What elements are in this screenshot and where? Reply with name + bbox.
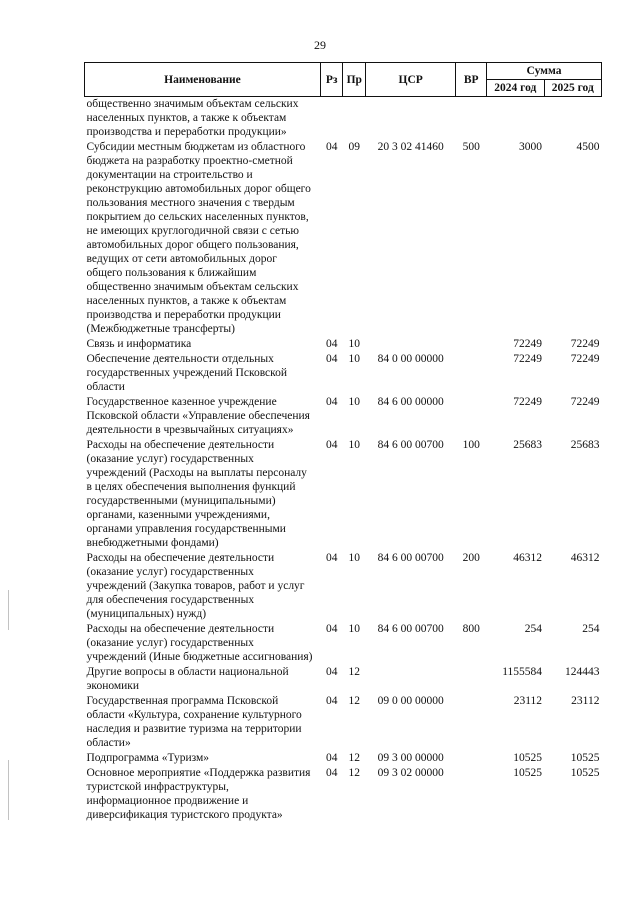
table-row [85, 665, 602, 694]
row-sum-2025: 72249 [570, 338, 600, 350]
header-year-2024: 2024 год [487, 80, 544, 97]
table-row [85, 395, 602, 438]
row-pr: 12 [348, 767, 361, 779]
row-vr [456, 352, 487, 395]
row-sum-2025: 124443 [565, 666, 600, 678]
row-rz: 04 [325, 752, 338, 764]
row-name: Государственная программа Псковской области «Культура, сохранение культурного наследия и развитие туризма на территории области» [86, 695, 302, 749]
row-vr [456, 395, 487, 438]
row-sum-2025: 23112 [571, 695, 600, 707]
table-row [85, 622, 602, 665]
row-name: Связь и информатика [86, 338, 192, 350]
table-row [85, 352, 602, 395]
scan-artifact [8, 590, 9, 630]
row-csr: 84 6 00 00000 [377, 396, 444, 408]
row-csr: 20 3 02 41460 [377, 141, 444, 153]
row-sum-2024: 46312 [513, 552, 543, 564]
row-sum-2024: 72249 [513, 353, 543, 365]
row-name: Расходы на обеспечение деятельности (оказание услуг) государственных учреждений (Расходы на выплаты персоналу в целях обеспечения выполнения функций государственными (муниципальными) органами, казенными учреждениями, органами управления государственными внебюджетными фондами) [86, 439, 307, 549]
table-row [85, 766, 602, 823]
row-pr: 10 [348, 623, 361, 635]
row-vr [456, 665, 487, 694]
row-name: Обеспечение деятельности отдельных государственных учреждений Псковской области [86, 353, 288, 393]
row-vr [456, 97, 487, 141]
row-pr: 10 [348, 439, 361, 451]
row-csr [366, 97, 456, 141]
header-vr: ВР [456, 63, 487, 97]
row-pr: 10 [348, 552, 361, 564]
row-pr: 10 [348, 353, 361, 365]
row-name: Субсидии местным бюджетам из областного бюджета на разработку проектно-сметной документации на строительство и реконструкцию автомобильных дорог общего пользования местного значения с твердым покрытием до сельских населенных пунктов, не имеющих круглогодичной связи с сетью автомобильных дорог общего пользования, ведущих от сети автомобильных дорог общего пользования к ближайшим общественно значимым объектам сельских населенных пунктов, а также к объектам производства и переработки продукции (Межбюджетные трансферты) [86, 141, 311, 335]
row-name: Другие вопросы в области национальной экономики [86, 666, 289, 692]
table-row [85, 337, 602, 352]
row-sum-2025: 72249 [570, 353, 600, 365]
row-sum-2025 [544, 97, 601, 141]
row-rz: 04 [325, 767, 338, 779]
row-sum-2024: 10525 [513, 752, 543, 764]
table-body [85, 97, 602, 824]
row-sum-2024: 72249 [513, 396, 543, 408]
row-rz: 04 [325, 552, 338, 564]
row-name: Расходы на обеспечение деятельности (оказание услуг) государственных учреждений (Закупка товаров, работ и услуг для обеспечения государственных (муниципальных) нужд) [86, 552, 305, 620]
row-sum-2024: 72249 [513, 338, 543, 350]
row-vr [456, 766, 487, 823]
table-row [85, 694, 602, 751]
row-sum-2025: 10525 [570, 767, 600, 779]
row-vr: 500 [462, 141, 480, 153]
row-name: Государственное казенное учреждение Псковской области «Управление обеспечения деятельности в чрезвычайных ситуациях» [86, 396, 310, 436]
row-csr: 09 3 00 00000 [377, 752, 444, 764]
row-rz: 04 [325, 666, 338, 678]
row-rz: 04 [325, 338, 338, 350]
header-year-2025: 2025 год [544, 80, 601, 97]
table-row [85, 97, 602, 141]
row-csr: 84 6 00 00700 [377, 623, 444, 635]
table-header [85, 63, 602, 97]
row-rz: 04 [325, 439, 338, 451]
row-rz: 04 [325, 623, 338, 635]
row-sum-2024: 254 [524, 623, 543, 635]
row-csr: 84 6 00 00700 [377, 552, 444, 564]
row-pr: 12 [348, 752, 361, 764]
row-sum-2025: 4500 [576, 141, 600, 153]
row-csr [366, 337, 456, 352]
row-pr: 10 [348, 396, 361, 408]
row-csr: 09 0 00 00000 [377, 695, 444, 707]
row-vr [456, 694, 487, 751]
row-pr: 12 [348, 666, 361, 678]
row-vr [456, 337, 487, 352]
row-vr: 100 [462, 439, 480, 451]
table-row [85, 551, 602, 622]
row-sum-2025: 254 [582, 623, 600, 635]
row-sum-2025: 10525 [570, 752, 600, 764]
row-rz: 04 [325, 695, 338, 707]
row-csr: 84 6 00 00700 [377, 439, 444, 451]
row-sum-2025: 72249 [570, 396, 600, 408]
row-sum-2024: 10525 [513, 767, 543, 779]
row-sum-2024 [487, 97, 544, 141]
row-vr: 200 [462, 552, 480, 564]
table-row [85, 438, 602, 551]
row-name: Расходы на обеспечение деятельности (оказание услуг) государственных учреждений (Иные бюджетные ассигнования) [86, 623, 313, 663]
row-rz: 04 [325, 353, 338, 365]
row-rz [320, 97, 343, 141]
row-name: Подпрограмма «Туризм» [86, 752, 210, 764]
table-row [85, 751, 602, 766]
header-csr: ЦСР [366, 63, 456, 97]
row-name: общественно значимым объектам сельских населенных пунктов, а также к объектам производства и переработки продукции» [86, 98, 299, 138]
row-csr: 09 3 02 00000 [377, 767, 444, 779]
row-csr [366, 665, 456, 694]
row-pr: 10 [348, 338, 361, 350]
row-pr [343, 97, 366, 141]
row-pr: 12 [348, 695, 361, 707]
row-name: Основное мероприятие «Поддержка развития туристской инфраструктуры, информационное продвижение и диверсификация туристского продукта» [86, 767, 311, 821]
row-sum-2025: 46312 [570, 552, 600, 564]
row-sum-2025: 25683 [570, 439, 600, 451]
row-rz: 04 [325, 396, 338, 408]
row-csr: 84 0 00 00000 [377, 353, 444, 365]
header-name: Наименование [85, 63, 321, 97]
row-sum-2024: 23112 [513, 695, 543, 707]
row-vr: 800 [462, 623, 480, 635]
table-row [85, 140, 602, 337]
row-pr: 09 [348, 141, 361, 153]
row-rz: 04 [325, 141, 338, 153]
header-sum: Сумма [487, 63, 602, 80]
page-number: 29 [314, 38, 326, 52]
row-vr [456, 751, 487, 766]
header-rz: Рз [320, 63, 343, 97]
header-pr: Пр [343, 63, 366, 97]
row-sum-2024: 3000 [519, 141, 543, 153]
scan-artifact [8, 760, 9, 820]
row-sum-2024: 1155584 [502, 666, 543, 678]
row-sum-2024: 25683 [513, 439, 543, 451]
budget-table [84, 62, 602, 823]
